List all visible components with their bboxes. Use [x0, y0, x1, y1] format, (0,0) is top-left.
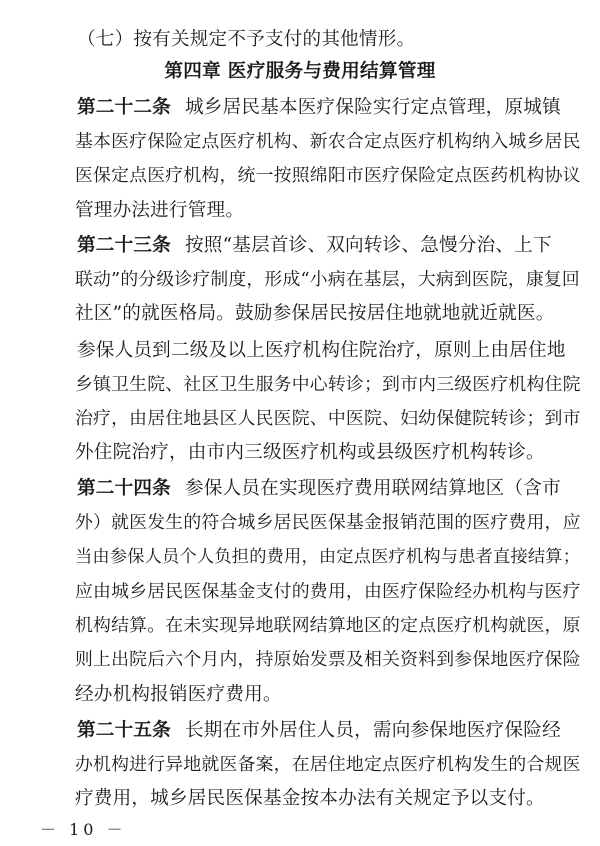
article-label: 第二十四条	[77, 478, 171, 499]
article-label: 第二十五条	[77, 720, 171, 741]
article-text-line: 办机构进行异地就医备案，在居住地定点医疗机构发生的合规医	[75, 754, 581, 775]
article-text-line: 乡镇卫生院、社区卫生服务中心转诊；到市内三级医疗机构住院	[75, 374, 581, 395]
article-text: 按照“基层首诊、双向转诊、急慢分治、上下	[184, 235, 552, 256]
article-text-line: 参保人员到二级及以上医疗机构住院治疗，原则上由居住地	[77, 340, 566, 361]
article-text-line: 管理办法进行管理。	[75, 200, 245, 221]
article-text-line: 机构结算。在未实现异地联网结算地区的定点医疗机构就医，原	[75, 615, 581, 636]
article-text: 参保人员在实现医疗费用联网结算地区（含市	[184, 478, 561, 499]
article-text-line: 外住院治疗，由市内三级医疗机构或县级医疗机构转诊。	[75, 442, 545, 463]
article-24-first-line	[77, 477, 567, 501]
article-text-line: 基本医疗保险定点医疗机构、新农合定点医疗机构纳入城乡居民	[75, 131, 581, 152]
article-text-line: 治疗，由居住地县区人民医院、中医院、妇幼保健院转诊；到市	[75, 408, 581, 429]
page-number: － 10 －	[40, 820, 127, 839]
article-text-line: 则上出院后六个月内，持原始发票及相关资料到参保地医疗保险	[75, 649, 581, 670]
article-text-line: 疗费用，城乡居民医保基金按本办法有关规定予以支付。	[75, 788, 545, 809]
article-25-first-line	[77, 719, 567, 743]
article-23-first-line	[77, 234, 567, 258]
article-label: 第二十二条	[77, 97, 171, 118]
intro-line: （七）按有关规定不予支付的其他情形。	[77, 29, 416, 50]
article-label: 第二十三条	[77, 235, 171, 256]
article-text-line: 应由城乡居民医保基金支付的费用，由医疗保险经办机构与医疗	[75, 581, 581, 602]
article-22-first-line	[77, 96, 567, 120]
chapter-title: 第四章 医疗服务与费用结算管理	[164, 61, 436, 82]
article-text-line: 当由参保人员个人负担的费用，由定点医疗机构与患者直接结算；	[75, 547, 581, 567]
article-text: 城乡居民基本医疗保险实行定点管理，原城镇	[184, 97, 561, 118]
article-text-line: 联动”的分级诊疗制度，形成“小病在基层，大病到医院，康复回	[75, 269, 580, 290]
article-text-line: 经办机构报销医疗费用。	[75, 684, 282, 705]
article-text-line: 社区”的就医格局。鼓励参保居民按居住地就地就近就医。	[75, 303, 555, 324]
article-text-line: 外）就医发生的符合城乡居民医保基金报销范围的医疗费用，应	[75, 512, 581, 533]
article-text-line: 医保定点医疗机构，统一按照绵阳市医疗保险定点医药机构协议	[75, 165, 581, 186]
article-text: 长期在市外居住人员，需向参保地医疗保险经	[184, 720, 561, 741]
